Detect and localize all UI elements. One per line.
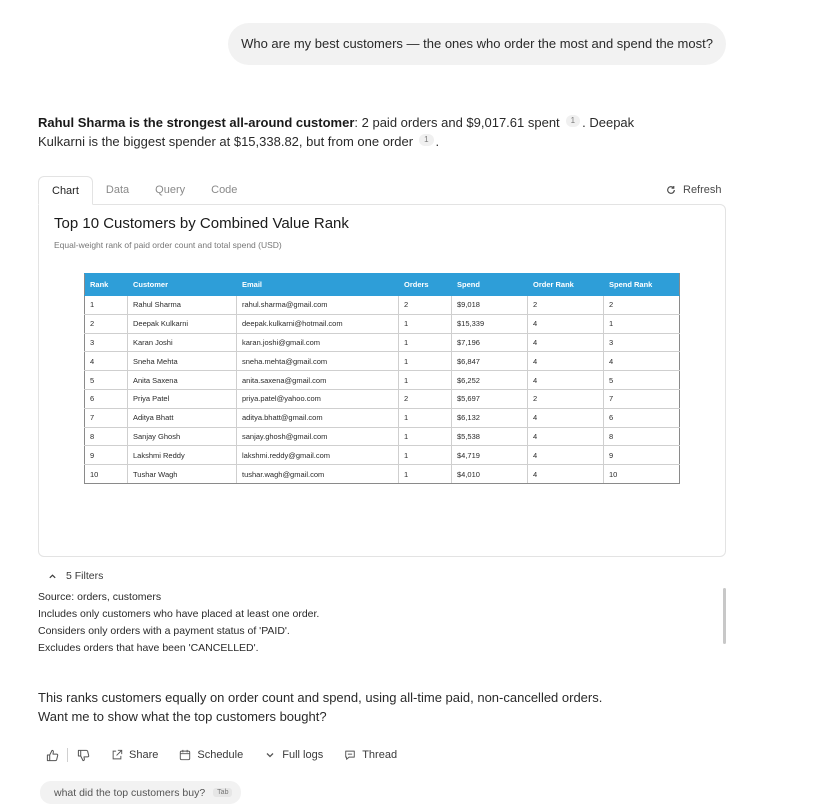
table-row	[85, 465, 680, 484]
table-cell: 10	[604, 465, 680, 484]
calendar-icon	[178, 748, 192, 762]
filter-line: Source: orders, customers	[38, 591, 162, 603]
table-cell: 1	[399, 465, 452, 484]
table-cell: deepak.kulkarni@hotmail.com	[237, 314, 399, 333]
table-cell: 4	[528, 314, 604, 333]
table-cell: 5	[604, 371, 680, 390]
table-cell: 3	[604, 333, 680, 352]
table-cell: 8	[85, 427, 128, 446]
table-cell: 9	[604, 446, 680, 465]
table-cell: 1	[399, 427, 452, 446]
table-cell: 2	[604, 296, 680, 315]
table-cell: 2	[85, 314, 128, 333]
table-cell: Deepak Kulkarni	[128, 314, 237, 333]
filter-line: Considers only orders with a payment status of 'PAID'.	[38, 625, 290, 637]
tab-code[interactable]: Code	[211, 184, 238, 196]
share-label: Share	[129, 749, 159, 761]
table-cell: karan.joshi@gmail.com	[237, 333, 399, 352]
table-row	[85, 427, 680, 446]
table-cell: tushar.wagh@gmail.com	[237, 465, 399, 484]
tab-query[interactable]: Query	[155, 184, 186, 196]
table-cell: 1	[399, 352, 452, 371]
table-row	[85, 333, 680, 352]
table-cell: 4	[528, 427, 604, 446]
answer-part-1: : 2 paid orders and $9,017.61 spent	[354, 115, 560, 130]
filter-line: Excludes orders that have been 'CANCELLED'.	[38, 642, 259, 654]
table-cell: 1	[399, 408, 452, 427]
table-cell: 1	[399, 333, 452, 352]
table-header-cell: Email	[237, 274, 399, 296]
answer-part-2: . Deepak Kulkarni is the biggest spender at $15,338.82, but from one order	[38, 115, 635, 149]
table-cell: $7,196	[452, 333, 528, 352]
table-body	[85, 296, 680, 484]
table-row	[85, 314, 680, 333]
table-cell: 4	[528, 371, 604, 390]
table-row	[85, 446, 680, 465]
table-header-cell: Spend Rank	[604, 274, 680, 296]
table-cell: $6,132	[452, 408, 528, 427]
answer-part-3: .	[435, 134, 440, 149]
table-cell: $6,847	[452, 352, 528, 371]
filter-line: Includes only customers who have placed at least one order.	[38, 608, 320, 620]
table-cell: 2	[528, 389, 604, 408]
table-cell: $4,010	[452, 465, 528, 484]
table-cell: 1	[399, 371, 452, 390]
table-cell: Lakshmi Reddy	[128, 446, 237, 465]
message-actions	[45, 747, 417, 763]
assistant-summary	[38, 688, 678, 726]
table-cell: 4	[528, 333, 604, 352]
customer-rank-table	[84, 273, 680, 484]
chart-subtitle: Equal-weight rank of paid order count and total spend (USD)	[54, 240, 282, 250]
chat-bubble-icon	[343, 748, 357, 762]
table-cell: $15,339	[452, 314, 528, 333]
table-cell: Rahul Sharma	[128, 296, 237, 315]
result-tabs	[38, 176, 250, 205]
share-button[interactable]	[110, 748, 158, 762]
table-cell: anita.saxena@gmail.com	[237, 371, 399, 390]
thumbs-up-icon[interactable]	[45, 748, 59, 762]
table-row	[85, 296, 680, 315]
table-cell: Sanjay Ghosh	[128, 427, 237, 446]
table-cell: sanjay.ghosh@gmail.com	[237, 427, 399, 446]
table-cell: Sneha Mehta	[128, 352, 237, 371]
citation-badge-1[interactable]: 1	[566, 115, 580, 127]
table-header-cell: Order Rank	[528, 274, 604, 296]
table-cell: 4	[528, 352, 604, 371]
table-cell: Tushar Wagh	[128, 465, 237, 484]
chart-title: Top 10 Customers by Combined Value Rank	[54, 215, 349, 232]
table-cell: $4,719	[452, 446, 528, 465]
table-cell: $9,018	[452, 296, 528, 315]
table-cell: 2	[399, 389, 452, 408]
table-cell: sneha.mehta@gmail.com	[237, 352, 399, 371]
table-cell: 7	[604, 389, 680, 408]
answer-bold: Rahul Sharma is the strongest all-around customer	[38, 115, 355, 130]
table-cell: $6,252	[452, 371, 528, 390]
schedule-label: Schedule	[197, 749, 244, 761]
filters-toggle-label: 5 Filters	[66, 570, 104, 582]
filters-list	[38, 589, 319, 657]
table-header-cell: Orders	[399, 274, 452, 296]
table-cell: 10	[85, 465, 128, 484]
table-cell: Anita Saxena	[128, 371, 237, 390]
table-header-cell: Spend	[452, 274, 528, 296]
user-message-text: Who are my best customers — the ones who order the most and spend the most?	[241, 36, 713, 51]
user-message-bubble	[228, 23, 726, 65]
table-cell: 2	[399, 296, 452, 315]
table-cell: 4	[528, 446, 604, 465]
table-cell: 4	[528, 408, 604, 427]
filters-scrollbar[interactable]	[723, 588, 726, 644]
table-cell: $5,697	[452, 389, 528, 408]
table-cell: 9	[85, 446, 128, 465]
refresh-label: Refresh	[683, 184, 722, 196]
chevron-up-icon	[45, 569, 59, 583]
table-cell: 1	[604, 314, 680, 333]
table-cell: 2	[528, 296, 604, 315]
table-row	[85, 389, 680, 408]
table-header-cell: Rank	[85, 274, 128, 296]
table-cell: 3	[85, 333, 128, 352]
table-cell: Priya Patel	[128, 389, 237, 408]
table-cell: aditya.bhatt@gmail.com	[237, 408, 399, 427]
table-header-row	[85, 274, 680, 296]
suggestion-text: what did the top customers buy?	[54, 786, 206, 799]
thread-button[interactable]	[343, 748, 397, 762]
assistant-answer	[38, 113, 638, 151]
table-cell: Aditya Bhatt	[128, 408, 237, 427]
citation-badge-2[interactable]: 1	[419, 134, 433, 146]
table-cell: rahul.sharma@gmail.com	[237, 296, 399, 315]
filters-toggle[interactable]	[45, 569, 103, 583]
thumbs-down-icon[interactable]	[76, 748, 90, 762]
schedule-button[interactable]	[178, 748, 243, 762]
table-cell: lakshmi.reddy@gmail.com	[237, 446, 399, 465]
actions-divider	[67, 748, 68, 762]
summary-line-2: Want me to show what the top customers bought?	[38, 709, 327, 724]
table-cell: 5	[85, 371, 128, 390]
tab-chart[interactable]: Chart	[38, 176, 93, 205]
suggested-followup-chip[interactable]	[40, 781, 241, 804]
table-cell: 6	[85, 389, 128, 408]
table-header-cell: Customer	[128, 274, 237, 296]
table-cell: 8	[604, 427, 680, 446]
table-cell: 7	[85, 408, 128, 427]
table-cell: priya.patel@yahoo.com	[237, 389, 399, 408]
table-row	[85, 352, 680, 371]
thread-label: Thread	[362, 749, 398, 761]
table-cell: 1	[85, 296, 128, 315]
chevron-down-icon	[263, 748, 277, 762]
table-cell: 4	[604, 352, 680, 371]
tab-key-hint: Tab	[213, 788, 232, 797]
full-logs-label: Full logs	[282, 749, 324, 761]
refresh-icon	[664, 183, 678, 197]
tab-data[interactable]: Data	[105, 184, 130, 196]
summary-line-1: This ranks customers equally on order count and spend, using all-time paid, non-cancelled orders.	[38, 690, 603, 705]
table-cell: 4	[528, 465, 604, 484]
refresh-button[interactable]	[664, 183, 722, 197]
chart-panel	[38, 204, 726, 557]
table-cell: Karan Joshi	[128, 333, 237, 352]
table-cell: $5,538	[452, 427, 528, 446]
table-cell: 1	[399, 314, 452, 333]
table-cell: 1	[399, 446, 452, 465]
share-icon	[110, 748, 124, 762]
table-row	[85, 371, 680, 390]
full-logs-button[interactable]	[263, 748, 323, 762]
table-row	[85, 408, 680, 427]
table-cell: 6	[604, 408, 680, 427]
table-cell: 4	[85, 352, 128, 371]
